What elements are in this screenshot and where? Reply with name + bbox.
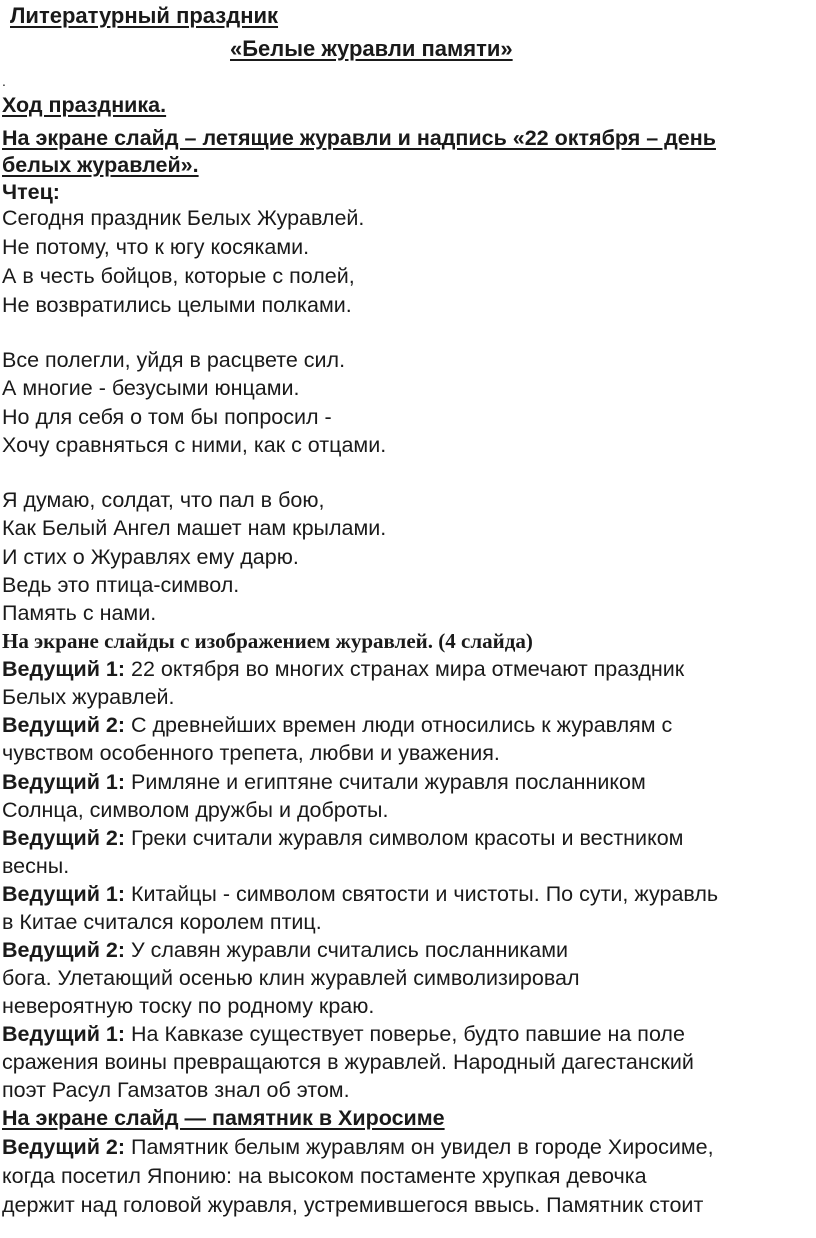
poem-line: Сегодня праздник Белых Журавлей. [2, 206, 365, 230]
poem-line: И стих о Журавлях ему дарю. [2, 545, 299, 569]
speaker-label: Ведущий 1: [2, 1022, 126, 1046]
slide-intro-line-2: белых журавлей». [2, 153, 199, 177]
speech-text: У славян журавли считались посланниками [125, 938, 569, 962]
dialog-line: Солнца, символом дружбы и доброты. [2, 798, 389, 822]
dialog-line [2, 655, 684, 683]
dialog-line: весны. [2, 854, 70, 878]
speaker-label: Ведущий 1: [2, 657, 126, 681]
dialog-line: бога. Улетающий осенью клин журавлей символизировал [2, 966, 580, 990]
dialog-line [2, 880, 718, 908]
dialog-line [2, 824, 683, 852]
title-line-2: «Белые журавли памяти» [230, 36, 513, 61]
dialog-line [2, 936, 568, 964]
stray-dot: . [2, 73, 6, 89]
dialog-line: Белых журавлей. [2, 685, 175, 709]
title-line-1: Литературный праздник [10, 3, 279, 28]
poem-line: А многие - безусыми юнцами. [2, 376, 300, 400]
speaker-label: Ведущий 2: [2, 938, 126, 962]
slide-cranes-note: На экране слайды с изображением журавлей. (4 слайда) [2, 629, 533, 653]
slide-hiroshima-note: На экране слайд — памятник в Хиросиме [2, 1106, 445, 1130]
course-heading: Ход праздника. [2, 93, 167, 117]
speaker-label: Ведущий 1: [2, 770, 126, 794]
dialog-line: сражения воины превращаются в журавлей. Народный дагестанский [2, 1050, 694, 1074]
dialog-line [2, 1133, 714, 1161]
poem-line: Но для себя о том бы попросил - [2, 405, 332, 429]
speech-text: Китайцы - символом святости и чистоты. По сути, журавль [125, 882, 719, 906]
poem-line: Все полегли, уйдя в расцвете сил. [2, 348, 346, 372]
poem-line: Хочу сравняться с ними, как с отцами. [2, 433, 387, 457]
dialog-line: в Китае считался королем птиц. [2, 910, 322, 934]
slide-intro-line-1: На экране слайд – летящие журавли и надпись «22 октября – день [2, 126, 716, 150]
poem-line: Я думаю, солдат, что пал в бою, [2, 488, 325, 512]
speaker-label: Ведущий 2: [2, 713, 126, 737]
speech-text: На Кавказе существует поверье, будто павшие на поле [125, 1022, 685, 1046]
speech-text: С древнейших времен люди относились к журавлям с [125, 713, 673, 737]
poem-line: Память с нами. [2, 601, 157, 625]
poem-line: А в честь бойцов, которые с полей, [2, 264, 355, 288]
dialog-line: держит над головой журавля, устремившегося ввысь. Памятник стоит [2, 1193, 704, 1217]
speaker-label: Ведущий 2: [2, 1135, 126, 1159]
dialog-line: чувством особенного трепета, любви и уважения. [2, 741, 500, 765]
speech-text: Греки считали журавля символом красоты и вестником [125, 826, 684, 850]
poem-line: Не возвратились целыми полками. [2, 293, 352, 317]
speaker-label: Ведущий 1: [2, 882, 126, 906]
dialog-line [2, 711, 672, 739]
speaker-label: Ведущий 2: [2, 826, 126, 850]
dialog-line [2, 1020, 685, 1048]
dialog-line: невероятную тоску по родному краю. [2, 994, 375, 1018]
speech-text: 22 октября во многих странах мира отмечают праздник [125, 657, 685, 681]
dialog-line: поэт Расул Гамзатов знал об этом. [2, 1078, 350, 1102]
speech-text: Римляне и египтяне считали журавля посланником [125, 770, 646, 794]
reader-label: Чтец: [2, 180, 60, 204]
speech-text: Памятник белым журавлям он увидел в городе Хиросиме, [125, 1135, 714, 1159]
poem-line: Ведь это птица-символ. [2, 573, 240, 597]
dialog-line: когда посетил Японию: на высоком постаменте хрупкая девочка [2, 1164, 647, 1188]
dialog-line [2, 768, 646, 796]
poem-line: Как Белый Ангел машет нам крылами. [2, 516, 387, 540]
poem-line: Не потому, что к югу косяками. [2, 235, 310, 259]
